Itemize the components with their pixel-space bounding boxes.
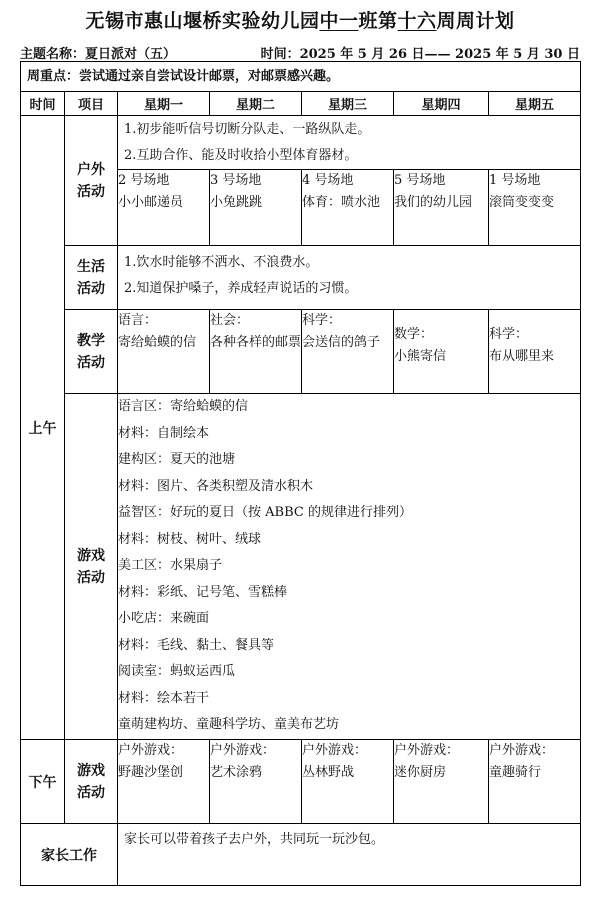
morning-label: 上午: [21, 116, 65, 740]
outdoor-wed: 4 号场地 体育：喷水池: [302, 170, 394, 246]
family-work-label: 家长工作: [21, 824, 118, 886]
title-mid: 班第: [358, 10, 398, 32]
header-tue: 星期二: [210, 92, 302, 116]
game-line: 小吃店：来碗面: [118, 611, 210, 626]
game-line: 材料：绘本若干: [118, 690, 210, 706]
header-item: 项目: [65, 92, 118, 116]
header-time: 时间: [21, 92, 65, 116]
time-range: 时间：2025 年 5 月 26 日—— 2025 年 5 月 30 日: [260, 47, 580, 62]
game-line: 材料：彩纸、记号笔、雪糕棒: [118, 584, 288, 600]
header-fri: 星期五: [489, 92, 581, 116]
games-label: 游戏 活动: [65, 394, 118, 740]
teaching-wed: 科学： 会送信的鸽子: [302, 310, 394, 394]
game-line: 美工区：水果扇子: [118, 558, 223, 573]
family-work-text: 家长可以带着孩子去户外，共同玩一玩沙包。: [118, 824, 581, 886]
outdoor-fri: 1 号场地 滚筒变变变: [489, 170, 581, 246]
teaching-mon: 语言： 寄给蛤蟆的信: [118, 310, 210, 394]
life-goal: 1.饮水时能够不洒水、不浪费水。: [124, 255, 319, 270]
title-suffix: 周周计划: [436, 10, 515, 32]
weekly-plan-table: [20, 61, 581, 886]
afternoon-mon: 户外游戏： 野趣沙堡创: [118, 740, 210, 824]
afternoon-games-label: 游戏 活动: [65, 740, 118, 824]
afternoon-wed: 户外游戏： 丛林野战: [302, 740, 394, 824]
game-line: 材料：毛线、黏土、餐具等: [118, 637, 275, 653]
outdoor-goal: 2.互助合作、能及时收拾小型体育器材。: [124, 148, 358, 163]
header-mon: 星期一: [118, 92, 210, 116]
game-line: 童萌建构坊、童趣科学坊、童美布艺坊: [118, 717, 340, 732]
life-goal: 2.知道保护嗓子，养成轻声说话的习惯。: [124, 281, 358, 296]
game-line: 益智区：好玩的夏日（按 ABBC 的规律进行排列）: [118, 505, 412, 520]
outdoor-label: 户外 活动: [65, 116, 118, 246]
game-line: 材料：树枝、树叶、绒球: [118, 531, 262, 547]
outdoor-thu: 5 号场地 我们的幼儿园: [394, 170, 489, 246]
game-line: 建构区：夏天的池塘: [118, 452, 236, 467]
header-row: [21, 92, 581, 116]
game-line: 阅读室：蚂蚁运西瓜: [118, 664, 236, 679]
game-line: 语言区：寄给蛤蟆的信: [118, 399, 249, 414]
game-line: 材料：自制绘本: [118, 425, 210, 441]
title-week: 十六: [397, 10, 437, 32]
teaching-fri: 科学： 布从哪里来: [489, 310, 581, 394]
teaching-label: 教学 活动: [65, 310, 118, 394]
title-class: 中一: [319, 10, 359, 32]
teaching-thu: 数学： 小熊寄信: [394, 310, 489, 394]
outdoor-mon: 2 号场地 小小邮递员: [118, 170, 210, 246]
theme-name: 主题名称：夏日派对（五）: [20, 47, 177, 62]
header-thu: 星期四: [394, 92, 489, 116]
week-focus: 周重点：尝试通过亲自尝试设计邮票，对邮票感兴趣。: [21, 62, 581, 92]
outdoor-goal: 1.初步能听信号切断分队走、一路纵队走。: [124, 122, 371, 137]
game-line: 材料：图片、各类积塑及清水积木: [118, 478, 314, 494]
outdoor-goals: [118, 116, 581, 170]
life-label: 生活 活动: [65, 246, 118, 310]
games-list: [118, 394, 581, 740]
title-prefix: 无锡市惠山堰桥实验幼儿园: [85, 10, 320, 32]
afternoon-fri: 户外游戏： 童趣骑行: [489, 740, 581, 824]
life-goals: [118, 246, 581, 310]
afternoon-tue: 户外游戏： 艺术涂鸦: [210, 740, 302, 824]
page-title: [0, 6, 600, 33]
afternoon-label: 下午: [21, 740, 65, 824]
outdoor-tue: 3 号场地 小兔跳跳: [210, 170, 302, 246]
afternoon-thu: 户外游戏： 迷你厨房: [394, 740, 489, 824]
header-wed: 星期三: [302, 92, 394, 116]
teaching-tue: 社会： 各种各样的邮票: [210, 310, 302, 394]
